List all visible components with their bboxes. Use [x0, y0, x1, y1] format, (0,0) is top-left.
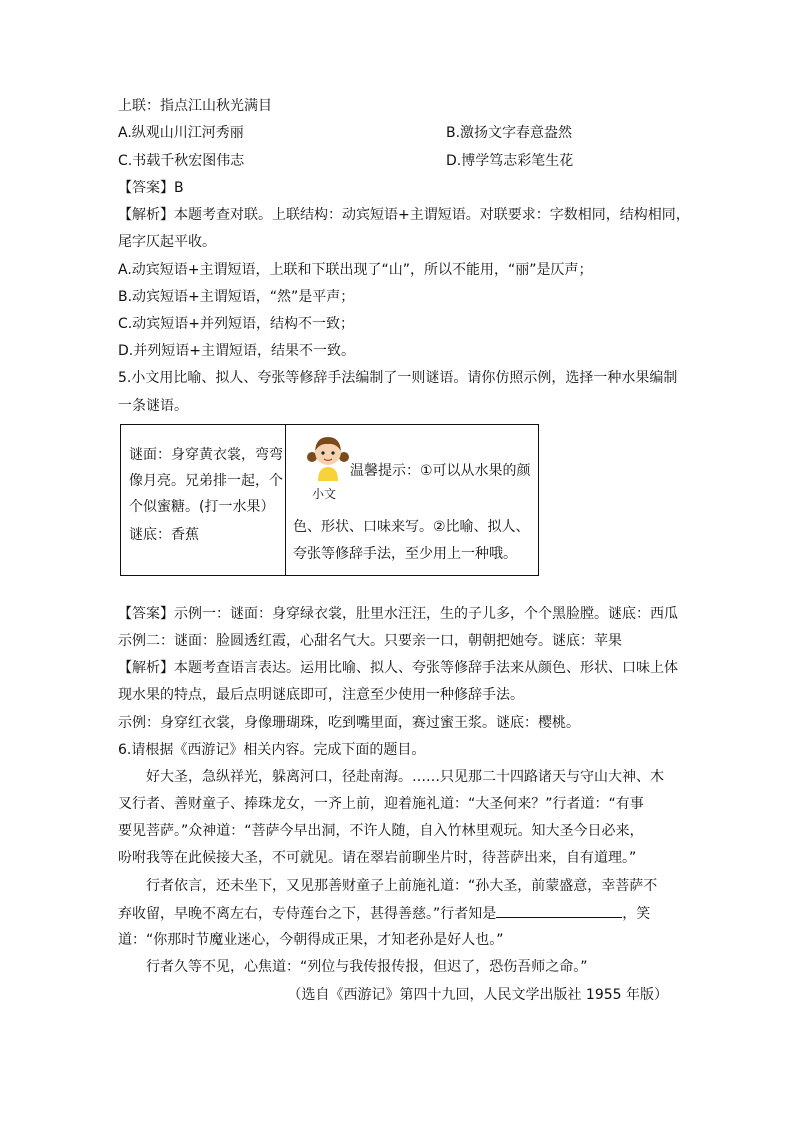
q5-analysis-line-2: 现水果的特点，最后点明谜底即可，注意至少使用一种修辞手法。 — [118, 687, 524, 703]
q4-analysis-b: B.动宾短语+主谓短语，“然”是平声； — [118, 289, 355, 305]
passage-p2-line-2 — [118, 903, 650, 924]
passage-p1-line-1: 好大圣，急纵祥光，躲离河口，径赴南海。……只见那二十四路诸天与守山大神、木 — [146, 769, 664, 785]
q5-answer-line-1: 【答案】示例一：谜面：身穿绿衣裳，肚里水汪汪，生的子儿多，个个黑脸膛。谜底：西瓜 — [118, 606, 678, 622]
riddle-example-table — [120, 424, 539, 576]
q5-example: 示例：身穿红衣裳，身像珊瑚珠，吃到嘴里面，赛过蜜王浆。谜底：樱桃。 — [118, 715, 580, 731]
passage-p1-line-3: 要见菩萨。”众神道：“菩萨今早出洞，不许人随，自入竹林里观玩。知大圣今日必来， — [118, 823, 644, 839]
q4-answer: 【答案】B — [118, 180, 184, 196]
passage-p3-line-1: 行者久等不见，心焦道：“列位与我传报传报，但迟了，恐伤吾师之命。” — [146, 959, 588, 975]
passage-p2-line-1: 行者依言，还未坐下，又见那善财童子上前施礼道：“孙大圣，前蒙盛意，幸菩萨不 — [146, 878, 658, 894]
fill-in-blank[interactable] — [496, 903, 622, 918]
tip-cell — [286, 425, 539, 576]
passage-source: （选自《西游记》第四十九回，人民文学出版社 1955 年版） — [287, 987, 668, 1003]
option-c: C.书载千秋宏图伟志 — [118, 153, 245, 169]
riddle-face-line-1: 谜面：身穿黄衣裳，弯弯 — [129, 447, 283, 463]
passage-p1-line-2: 叉行者、善财童子、捧珠龙女，一齐上前，迎着施礼道：“大圣何来？”行者道：“有事 — [118, 796, 644, 812]
girl-avatar-icon — [306, 433, 350, 481]
q4-analysis-d: D.并列短语+主谓短语，结果不一致。 — [118, 343, 355, 359]
passage-p1-line-4: 吩咐我等在此候接大圣，不可就见。请在翠岩前聊坐片时，待菩萨出来，自有道理。” — [118, 850, 637, 866]
option-a: A.纵观山川江河秀丽 — [118, 125, 244, 141]
option-d: D.博学笃志彩笔生花 — [446, 153, 574, 169]
tip-line-3: 夸张等修辞手法，至少用上一种哦。 — [293, 546, 517, 562]
tip-line-2: 色、形状、口味来写。②比喻、拟人、 — [293, 519, 530, 535]
q5-prompt-line-1: 5.小文用比喻、拟人、夸张等修辞手法编制了一则谜语。请你仿照示例，选择一种水果编制 — [118, 370, 678, 386]
riddle-answer-line: 谜底：香蕉 — [129, 527, 199, 543]
q4-analysis-a: A.动宾短语+主谓短语，上联和下联出现了“山”，所以不能用，“丽”是仄声； — [118, 262, 593, 278]
riddle-face-line-2: 像月亮。兄弟排一起，个 — [129, 473, 283, 489]
passage-p2-line-3: 道：“你那时节魔业迷心，今朝得成正果，才知老孙是好人也。” — [118, 932, 504, 948]
q4-analysis-c: C.动宾短语+并列短语，结构不一致； — [118, 316, 354, 332]
passage-p2-line-2-tail: ，笑 — [622, 906, 651, 922]
riddle-example-cell — [121, 425, 286, 576]
q4-analysis-line-2: 尾字仄起平收。 — [118, 234, 216, 250]
riddle-face-line-3: 个似蜜糖。(打一水果） — [129, 499, 275, 515]
q5-prompt-line-2: 一条谜语。 — [118, 398, 188, 414]
tip-line-1: 温馨提示：①可以从水果的颜 — [350, 463, 531, 479]
q4-analysis-line-1: 【解析】本题考查对联。上联结构：动宾短语+主谓短语。对联要求：字数相同，结构相同， — [118, 207, 690, 223]
q6-prompt: 6.请根据《西游记》相关内容。完成下面的题目。 — [118, 742, 426, 758]
avatar-name: 小文 — [312, 487, 337, 501]
q5-answer-line-2: 示例二：谜面：脸圆透红霞，心甜名气大。只要亲一口，朝朝把她夸。谜底：苹果 — [118, 633, 622, 649]
q5-analysis-line-1: 【解析】本题考查语言表达。运用比喻、拟人、夸张等修辞手法来从颜色、形状、口味上体 — [118, 660, 678, 676]
couplet-upper-line: 上联：指点江山秋光满目 — [118, 98, 272, 114]
option-b: B.激扬文字春意盎然 — [446, 125, 573, 141]
passage-p2-line-2-text: 弃收留，早晚不离左右，专侍莲台之下，甚得善慈。”行者知是 — [118, 906, 497, 922]
